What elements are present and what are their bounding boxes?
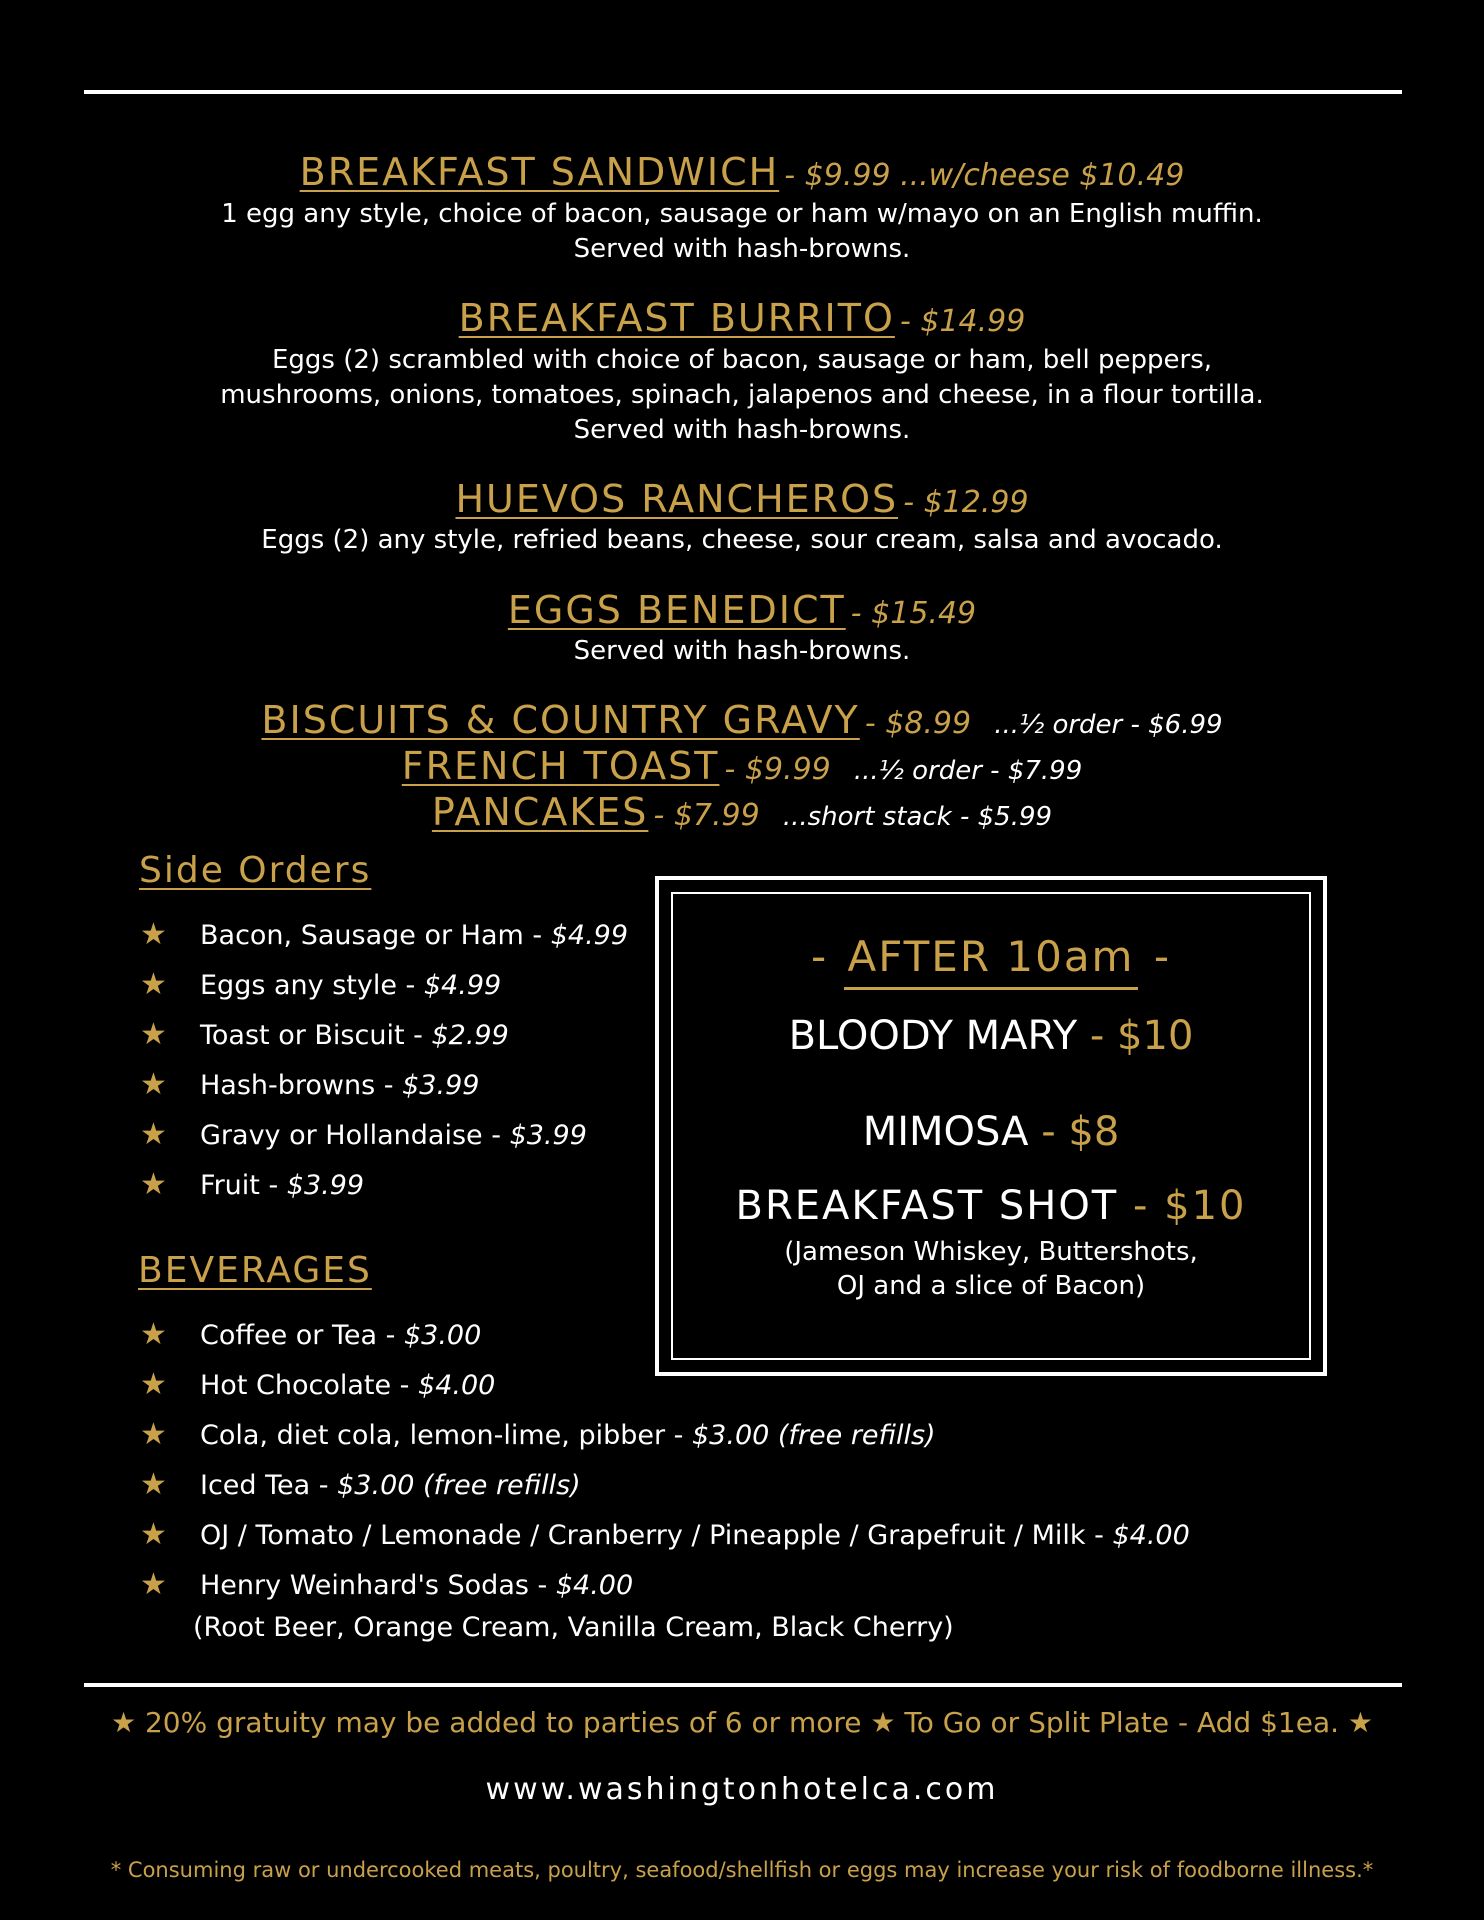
item-price: $3.00 bbox=[403, 1320, 482, 1351]
description-line: Eggs (2) scrambled with choice of bacon, sausage or ham, bell peppers, bbox=[271, 345, 1213, 375]
item-name: Hot Chocolate - bbox=[200, 1370, 410, 1401]
menu-item-pancakes bbox=[0, 790, 1484, 834]
star-icon: ★ bbox=[140, 1567, 167, 1602]
heading-dash: - bbox=[1153, 932, 1171, 981]
description-line: 1 egg any style, choice of bacon, sausage or ham w/mayo on an English muffin. bbox=[221, 199, 1263, 229]
item-price: $3.00 (free refills) bbox=[692, 1420, 936, 1451]
item-price: $2.99 bbox=[431, 1020, 509, 1051]
item-name: Eggs any style - bbox=[200, 970, 416, 1001]
item-price: - $14.99 bbox=[899, 304, 1026, 339]
list-item bbox=[140, 1410, 1190, 1460]
item-title: HUEVOS RANCHEROS bbox=[455, 477, 899, 521]
item-price: $3.00 (free refills) bbox=[337, 1470, 581, 1501]
top-rule bbox=[84, 90, 1402, 94]
item-alt-price: ...½ order - $7.99 bbox=[853, 756, 1083, 786]
item-title: EGGS BENEDICT bbox=[507, 588, 846, 632]
drink-bloody-mary bbox=[673, 1013, 1309, 1059]
star-icon: ★ bbox=[140, 967, 167, 1002]
item-price: - $7.99 bbox=[653, 798, 760, 833]
list-item bbox=[140, 1160, 628, 1210]
description-line: Served with hash-browns. bbox=[573, 636, 911, 666]
menu-item-biscuits-gravy bbox=[0, 698, 1484, 742]
food-safety-disclaimer: * Consuming raw or undercooked meats, poultry, seafood/shellfish or eggs may increase your risk of foodborne illness.* bbox=[110, 1858, 1374, 1882]
item-price: $3.99 bbox=[402, 1070, 480, 1101]
item-price: - $15.49 bbox=[850, 596, 977, 631]
item-title: FRENCH TOAST bbox=[401, 744, 720, 788]
menu-item-french-toast bbox=[0, 744, 1484, 788]
item-name: Cola, diet cola, lemon-lime, pibber - bbox=[200, 1420, 684, 1451]
item-name: OJ / Tomato / Lemonade / Cranberry / Pineapple / Grapefruit / Milk - bbox=[200, 1520, 1104, 1551]
item-price: $4.00 bbox=[555, 1570, 634, 1601]
list-item bbox=[140, 1460, 1190, 1510]
item-price: $4.00 bbox=[1112, 1520, 1190, 1551]
sodas-note: (Root Beer, Orange Cream, Vanilla Cream, Black Cherry) bbox=[193, 1612, 954, 1643]
drink-price: - $8 bbox=[1041, 1109, 1120, 1155]
drink-price: - $10 bbox=[1089, 1013, 1194, 1059]
item-price: $3.99 bbox=[286, 1170, 365, 1201]
item-description bbox=[0, 523, 1484, 558]
list-item bbox=[140, 1560, 1190, 1610]
beverages-title: BEVERAGES bbox=[138, 1250, 372, 1291]
menu-item-breakfast-sandwich bbox=[0, 150, 1484, 194]
item-title: BISCUITS & COUNTRY GRAVY bbox=[261, 698, 860, 742]
drink-breakfast-shot bbox=[673, 1183, 1309, 1229]
drink-mimosa bbox=[673, 1109, 1309, 1155]
bottom-rule bbox=[84, 1683, 1402, 1687]
list-item bbox=[140, 1110, 628, 1160]
shot-note bbox=[673, 1235, 1309, 1303]
menu-item-breakfast-burrito bbox=[0, 296, 1484, 340]
item-name: Hash-browns - bbox=[200, 1070, 394, 1101]
list-item bbox=[140, 1510, 1190, 1560]
item-name: Fruit - bbox=[200, 1170, 279, 1201]
star-icon: ★ bbox=[140, 1167, 167, 1202]
star-icon: ★ bbox=[140, 917, 167, 952]
star-icon: ★ bbox=[140, 1067, 167, 1102]
item-name: Toast or Biscuit - bbox=[200, 1020, 423, 1051]
drink-name: BREAKFAST SHOT bbox=[735, 1183, 1119, 1229]
shot-note-line: OJ and a slice of Bacon) bbox=[836, 1271, 1146, 1301]
item-price: - $12.99 bbox=[903, 485, 1029, 520]
website-link[interactable]: www.washingtonhotelca.com bbox=[485, 1772, 999, 1807]
drink-name: BLOODY MARY bbox=[788, 1013, 1078, 1059]
list-item bbox=[140, 1060, 628, 1110]
item-price: - $9.99 bbox=[724, 752, 831, 787]
drink-price: - $10 bbox=[1132, 1183, 1247, 1229]
description-line: Served with hash-browns. bbox=[573, 415, 911, 445]
star-icon: ★ bbox=[140, 1017, 167, 1052]
star-icon: ★ bbox=[140, 1317, 167, 1352]
item-price: - $9.99 ...w/cheese $10.49 bbox=[784, 158, 1185, 193]
menu-item-huevos-rancheros bbox=[0, 477, 1484, 521]
item-alt-price: ...½ order - $6.99 bbox=[994, 710, 1223, 740]
shot-note-line: (Jameson Whiskey, Buttershots, bbox=[784, 1237, 1198, 1267]
item-description bbox=[0, 634, 1484, 669]
item-price: $4.99 bbox=[423, 970, 502, 1001]
item-title: BREAKFAST SANDWICH bbox=[299, 150, 780, 194]
after-10am-inner-frame bbox=[671, 892, 1311, 1360]
gratuity-note: ★ 20% gratuity may be added to parties of 6 or more ★ To Go or Split Plate - Add $1ea. ★ bbox=[110, 1706, 1374, 1739]
side-orders-list bbox=[140, 910, 628, 1210]
heading-text: AFTER 10am bbox=[844, 932, 1139, 990]
star-icon: ★ bbox=[140, 1467, 167, 1502]
item-title: PANCAKES bbox=[431, 790, 649, 834]
item-price: $4.00 bbox=[418, 1370, 496, 1401]
star-icon: ★ bbox=[140, 1517, 167, 1552]
description-line: Eggs (2) any style, refried beans, cheese, sour cream, salsa and avocado. bbox=[261, 525, 1223, 555]
list-item bbox=[140, 960, 628, 1010]
item-title: BREAKFAST BURRITO bbox=[458, 296, 895, 340]
item-price: $3.99 bbox=[509, 1120, 587, 1151]
list-item bbox=[140, 1010, 628, 1060]
heading-dash: - bbox=[810, 932, 829, 981]
menu-item-eggs-benedict bbox=[0, 588, 1484, 632]
star-icon: ★ bbox=[140, 1367, 167, 1402]
item-name: Bacon, Sausage or Ham - bbox=[200, 920, 543, 951]
item-alt-price: ...short stack - $5.99 bbox=[782, 802, 1053, 832]
item-price: - $8.99 bbox=[864, 706, 972, 741]
item-name: Iced Tea - bbox=[200, 1470, 329, 1501]
star-icon: ★ bbox=[140, 1117, 167, 1152]
after-10am-box bbox=[655, 876, 1327, 1376]
drink-name: MIMOSA bbox=[862, 1109, 1029, 1155]
description-line: Served with hash-browns. bbox=[573, 234, 911, 264]
item-description bbox=[0, 197, 1484, 267]
after-10am-heading bbox=[673, 932, 1309, 981]
item-name: Gravy or Hollandaise - bbox=[200, 1120, 501, 1151]
list-item bbox=[140, 910, 628, 960]
item-price: $4.99 bbox=[550, 920, 629, 951]
description-line: mushrooms, onions, tomatoes, spinach, jalapenos and cheese, in a flour tortilla. bbox=[220, 380, 1264, 410]
side-orders-title: Side Orders bbox=[139, 850, 372, 891]
item-name: Henry Weinhard's Sodas - bbox=[200, 1570, 548, 1601]
star-icon: ★ bbox=[140, 1417, 167, 1452]
item-name: Coffee or Tea - bbox=[200, 1320, 396, 1351]
item-description bbox=[0, 343, 1484, 448]
